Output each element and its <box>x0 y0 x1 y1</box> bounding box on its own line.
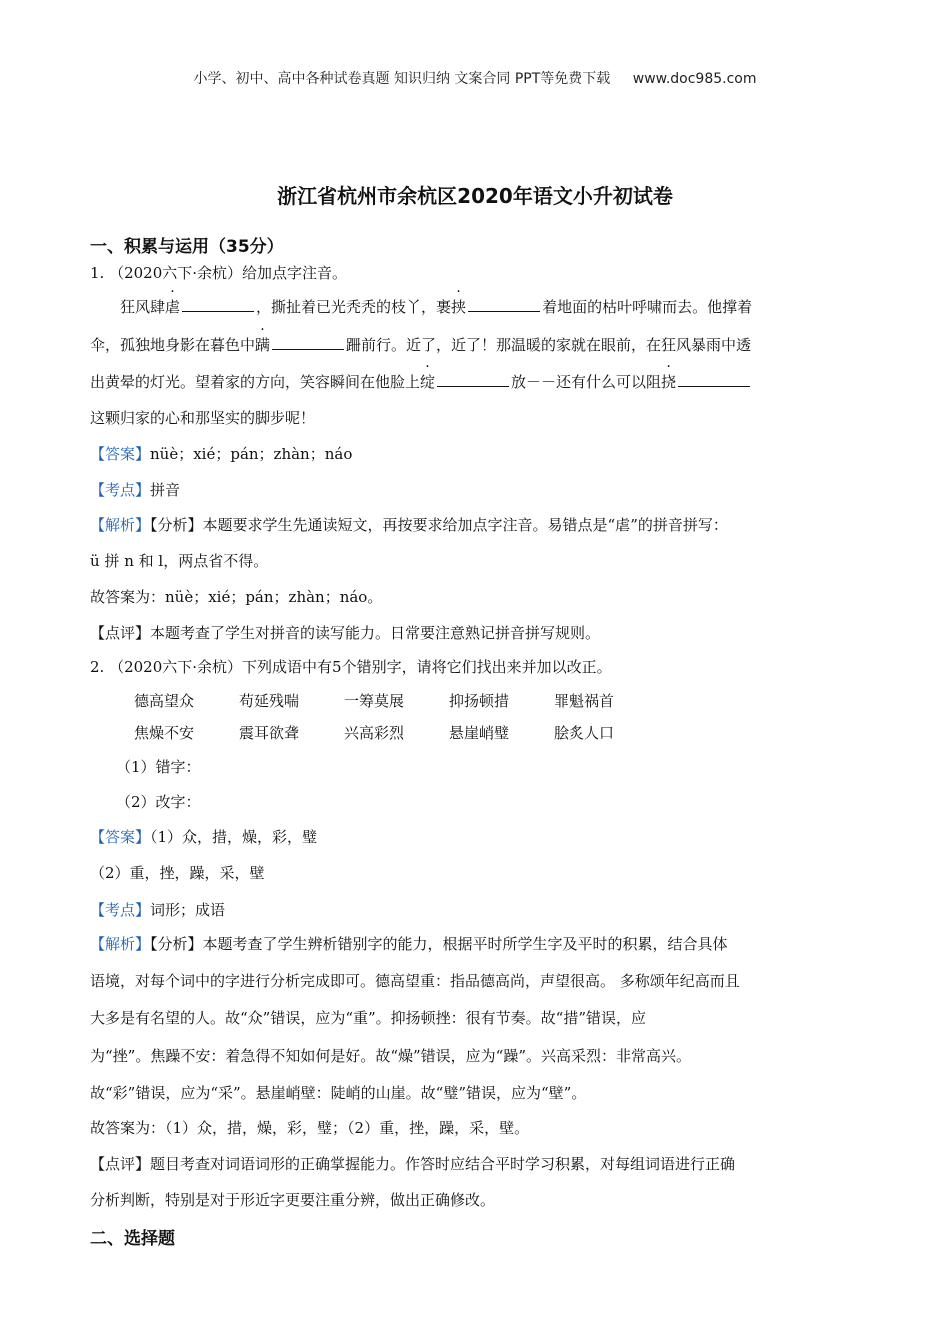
q2-sub2: （2）改字： <box>116 793 201 811</box>
q2-analysis-3: 大多是有名望的人。故“众”错误，应为“重”。抑扬顿挫：很有节奏。故“措”错误，应 <box>90 1009 647 1027</box>
q2-analysis-4: 为“挫”。焦躁不安：着急得不知如何是好。故“燥”错误，应为“躁”。兴高采烈：非常高兴。 <box>90 1047 692 1065</box>
dotted-char: 虐 <box>165 298 181 316</box>
q1-comment: 【点评】本题考查了学生对拼音的读写能力。日常要注意熟记拼音拼写规则。 <box>90 624 601 642</box>
q1-passage-line-4: 这颗归家的心和那坚实的脚步呢！ <box>90 409 316 427</box>
q2-answer: 【答案】（1）众，措，燥，彩，璧 <box>90 828 318 846</box>
q2-analysis-2: 语境，对每个词中的字进行分析完成即可。德高望重：指品德高尚，声望很高。 多称颂年纪高而且 <box>90 972 740 990</box>
q1-point: 【考点】拼音 <box>90 481 181 499</box>
answer-blank[interactable] <box>182 297 254 312</box>
q2-analysis: 【解析】【分析】本题考查了学生辨析错别字的能力，根据平时所学生字及平时的积累，结合具体 <box>90 935 728 953</box>
q1-final: 故答案为：nüè；xié；pán；zhàn；náo。 <box>90 588 383 606</box>
q2-stem: 2. （2020六下·余杭）下列成语中有5个错别字，请将它们找出来并加以改正。 <box>90 658 612 676</box>
q1-answer: 【答案】nüè；xié；pán；zhàn；náo <box>90 445 353 463</box>
q2-comment: 【点评】题目考查对词语词形的正确掌握能力。作答时应结合平时学习积累，对每组词语进行正确 <box>90 1155 736 1173</box>
q2-comment-2: 分析判断，特别是对于形近字更要注重分辨，做出正确修改。 <box>90 1191 496 1209</box>
q2-answer-2: （2）重，挫，躁，采，壁 <box>90 864 265 882</box>
section-heading-2: 二、选择题 <box>90 1229 175 1249</box>
dotted-char: 绽 <box>420 373 436 391</box>
answer-blank[interactable] <box>272 335 344 350</box>
header-url[interactable]: www.doc985.com <box>632 71 757 87</box>
dotted-char: 挠 <box>661 373 677 391</box>
idiom-row-2: 焦燥不安 震耳欲聋 兴高彩烈 悬崖峭璧 脍炙人口 <box>134 724 615 742</box>
dotted-char: 挟 <box>451 298 467 316</box>
dotted-char: 蹒 <box>255 336 271 354</box>
q2-analysis-5: 故“彩”错误，应为“采”。悬崖峭壁：陡峭的山崖。故“璧”错误，应为“壁”。 <box>90 1084 587 1102</box>
page-header <box>0 68 950 88</box>
answer-blank[interactable] <box>468 297 540 312</box>
q1-analysis: 【解析】【分析】本题要求学生先通读短文，再按要求给加点字注音。易错点是“虐”的拼音拼写： <box>90 516 728 534</box>
answer-blank[interactable] <box>437 372 509 387</box>
header-text: 小学、初中、高中各种试卷真题 知识归纳 文案合同 PPT等免费下载 <box>193 71 611 87</box>
q1-passage-line-2: 伞，孤独地身影在暮色中蹒 跚前行。近了，近了！那温暖的家就在眼前，在狂风暴雨中透 <box>90 336 752 354</box>
q1-stem: 1. （2020六下·余杭）给加点字注音。 <box>90 264 348 282</box>
idiom-row-1: 德高望众 苟延残喘 一筹莫展 抑扬顿措 罪魁祸首 <box>134 692 615 710</box>
q1-passage-line-1: 狂风肆虐 ，撕扯着已光秃秃的枝丫，裹挟 着地面的枯叶呼啸而去。他撑着 <box>120 298 753 316</box>
q1-analysis-2: ü 拼 n 和 l，两点省不得。 <box>90 552 269 570</box>
answer-blank[interactable] <box>678 372 750 387</box>
q2-sub1: （1）错字： <box>116 758 201 776</box>
q2-final: 故答案为：（1）众，措，燥，彩，璧；（2）重，挫，躁，采，壁。 <box>90 1119 530 1137</box>
page-title: 浙江省杭州市余杭区2020年语文小升初试卷 <box>277 184 673 208</box>
q2-point: 【考点】词形；成语 <box>90 901 226 919</box>
q1-passage-line-3: 出黄晕的灯光。望着家的方向，笑容瞬间在他脸上绽 放－－还有什么可以阻挠 <box>90 371 752 392</box>
section-heading-1: 一、积累与运用（35分） <box>90 237 284 257</box>
